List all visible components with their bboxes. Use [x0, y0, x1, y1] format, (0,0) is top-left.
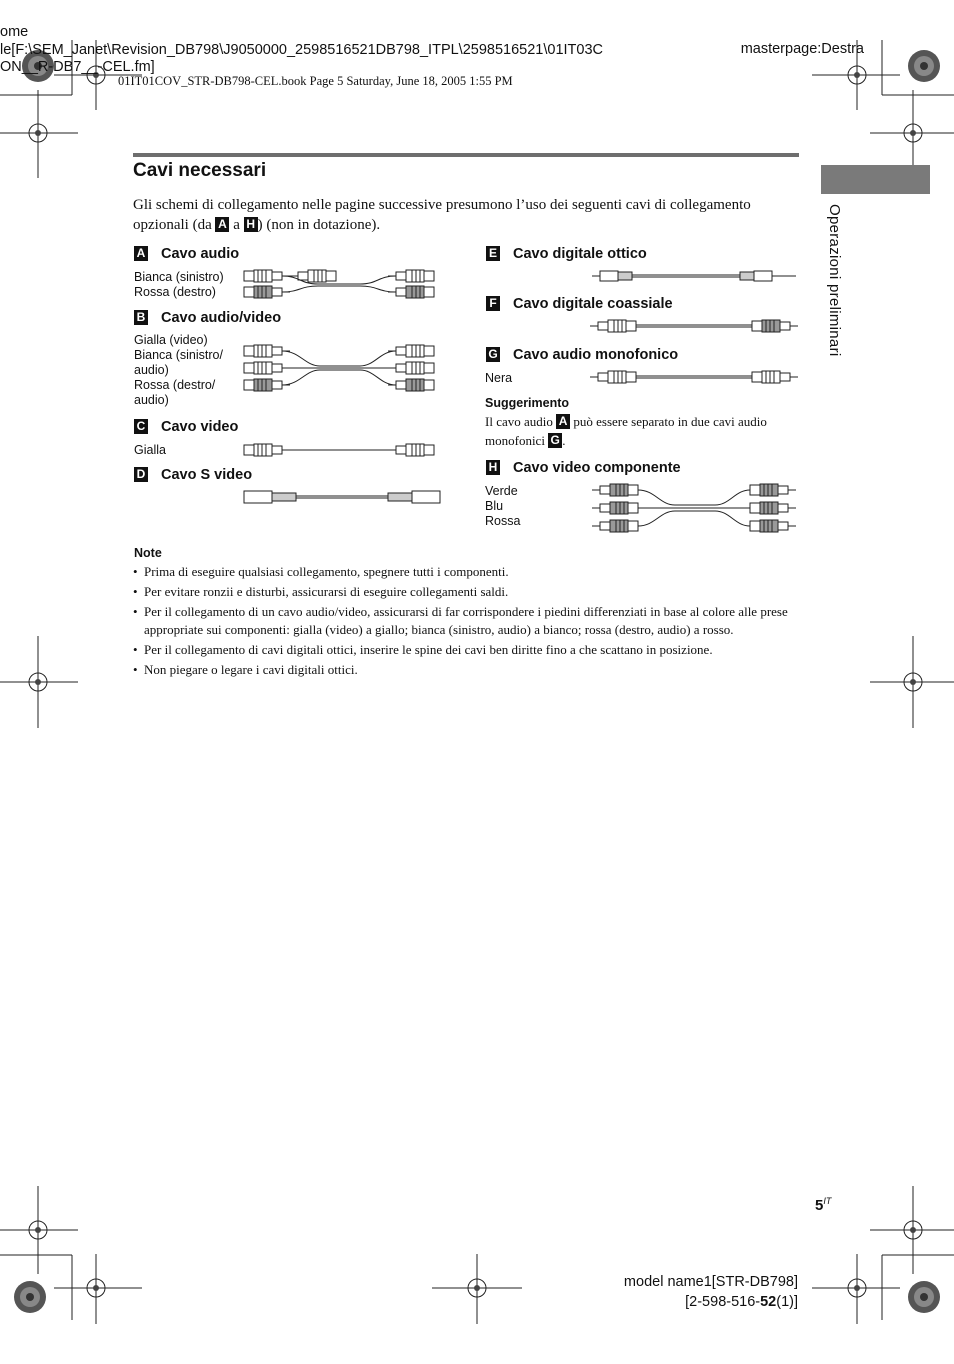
section-c-badge: C — [134, 419, 148, 434]
tip-badge-a: A — [556, 414, 570, 429]
note-item: • Prima di eseguire qualsiasi collegamento, spegnere tutti i componenti. — [133, 563, 801, 581]
section-e-badge: E — [486, 246, 500, 261]
notes-heading: Note — [134, 546, 162, 560]
page-number-suffix: IT — [823, 1196, 832, 1206]
note-item: • Per il collegamento di un cavo audio/video, assicurarsi di far corrispondere i piedini differenziati in base al colore alle prese appropriate sui componenti: gialla (video) a giallo; bianca (sinistro, audio) a bianco; rossa (destro, audio) a rosso. — [133, 603, 801, 639]
tip-badge-g: G — [548, 433, 562, 448]
side-tab-label: Operazioni preliminari — [826, 204, 843, 357]
book-info: 01IT01COV_STR-DB798-CEL.book Page 5 Saturday, June 18, 2005 1:55 PM — [118, 74, 513, 88]
label-red-audio: Rossa (destro/ — [134, 378, 216, 392]
model-code-bold: 52 — [760, 1294, 777, 1310]
cable-g-mono — [590, 371, 798, 383]
tip-text-3: . — [562, 433, 566, 448]
cable-a-audio — [244, 270, 434, 298]
section-f-badge: F — [486, 296, 500, 311]
section-d-title: Cavo S video — [161, 467, 253, 483]
section-f-title: Cavo digitale coassiale — [513, 296, 673, 312]
path-line-1: ome — [0, 24, 29, 40]
cable-e-optical — [592, 271, 796, 281]
section-a-title: Cavo audio — [161, 246, 240, 262]
section-e-title: Cavo digitale ottico — [513, 246, 647, 262]
section-h-badge: H — [486, 460, 500, 475]
model-info — [624, 1272, 798, 1312]
cable-d-s-video — [244, 491, 440, 503]
section-g-title: Cavo audio monofonico — [513, 347, 679, 363]
intro-text-1: Gli schemi di collegamento nelle pagine successive presumono l’uso dei seguenti cavi di collegamento opzionali (da — [133, 197, 751, 233]
label-green: Verde — [485, 484, 518, 498]
section-a-badge: A — [134, 246, 148, 261]
intro-text-3: ) (non in dotazione). — [257, 217, 381, 233]
label-red-right: Rossa (destro) — [134, 285, 216, 299]
cable-c-video — [244, 444, 434, 456]
note-item: • Per evitare ronzii e disturbi, assicurarsi di eseguire collegamenti saldi. — [133, 583, 801, 601]
section-b-title: Cavo audio/video — [161, 310, 282, 326]
model-line-2 — [624, 1292, 798, 1312]
masterpage-label: masterpage:Destra — [740, 41, 864, 57]
notes-list — [133, 563, 801, 681]
label-white-audio-2: audio) — [134, 363, 169, 377]
section-g-badge: G — [486, 347, 500, 362]
path-line-3: ON__R-DB7__-CEL.fm] — [0, 59, 155, 75]
note-item: • Per il collegamento di cavi digitali ottici, inserire le spine dei cavi ben diritte fino a che scattano in posizione. — [133, 641, 801, 659]
model-code-post: (1)] — [776, 1294, 798, 1310]
section-d-badge: D — [134, 467, 148, 482]
section-b-badge: B — [134, 310, 148, 325]
label-red-audio-2: audio) — [134, 393, 169, 407]
label-red: Rossa — [485, 514, 521, 528]
model-code-pre: [2-598-516- — [685, 1294, 761, 1310]
label-white-left: Bianca (sinistro) — [134, 270, 224, 284]
label-blue: Blu — [485, 499, 504, 513]
cable-b-audio-video — [244, 345, 434, 391]
badge-a: A — [215, 217, 229, 232]
page-number-value: 5 — [815, 1197, 824, 1214]
note-item: • Non piegare o legare i cavi digitali ottici. — [133, 661, 801, 679]
page-title: Cavi necessari — [133, 160, 267, 181]
cable-h-component — [592, 484, 796, 532]
label-black: Nera — [485, 371, 513, 385]
badge-h: H — [244, 217, 258, 232]
tip-text-1: Il cavo audio — [485, 414, 557, 429]
model-line-1: model name1[STR-DB798] — [623, 1274, 798, 1290]
tip-text-2: può essere separato in due cavi audio monofonici — [485, 414, 767, 448]
tip-heading: Suggerimento — [485, 396, 570, 410]
path-line-2: le[F:\SEM_Janet\Revision_DB798\J9050000_2598516521DB798_ITPL\2598516521\01IT03C — [0, 41, 603, 58]
section-h-title: Cavo video componente — [513, 460, 681, 476]
label-yellow-video: Gialla (video) — [134, 333, 208, 347]
section-c-title: Cavo video — [161, 419, 239, 435]
label-white-audio: Bianca (sinistro/ — [134, 348, 223, 362]
label-yellow: Gialla — [134, 443, 166, 457]
page-number — [815, 1196, 831, 1214]
cable-f-coaxial — [590, 320, 798, 332]
intro-text-2: a — [229, 217, 244, 233]
